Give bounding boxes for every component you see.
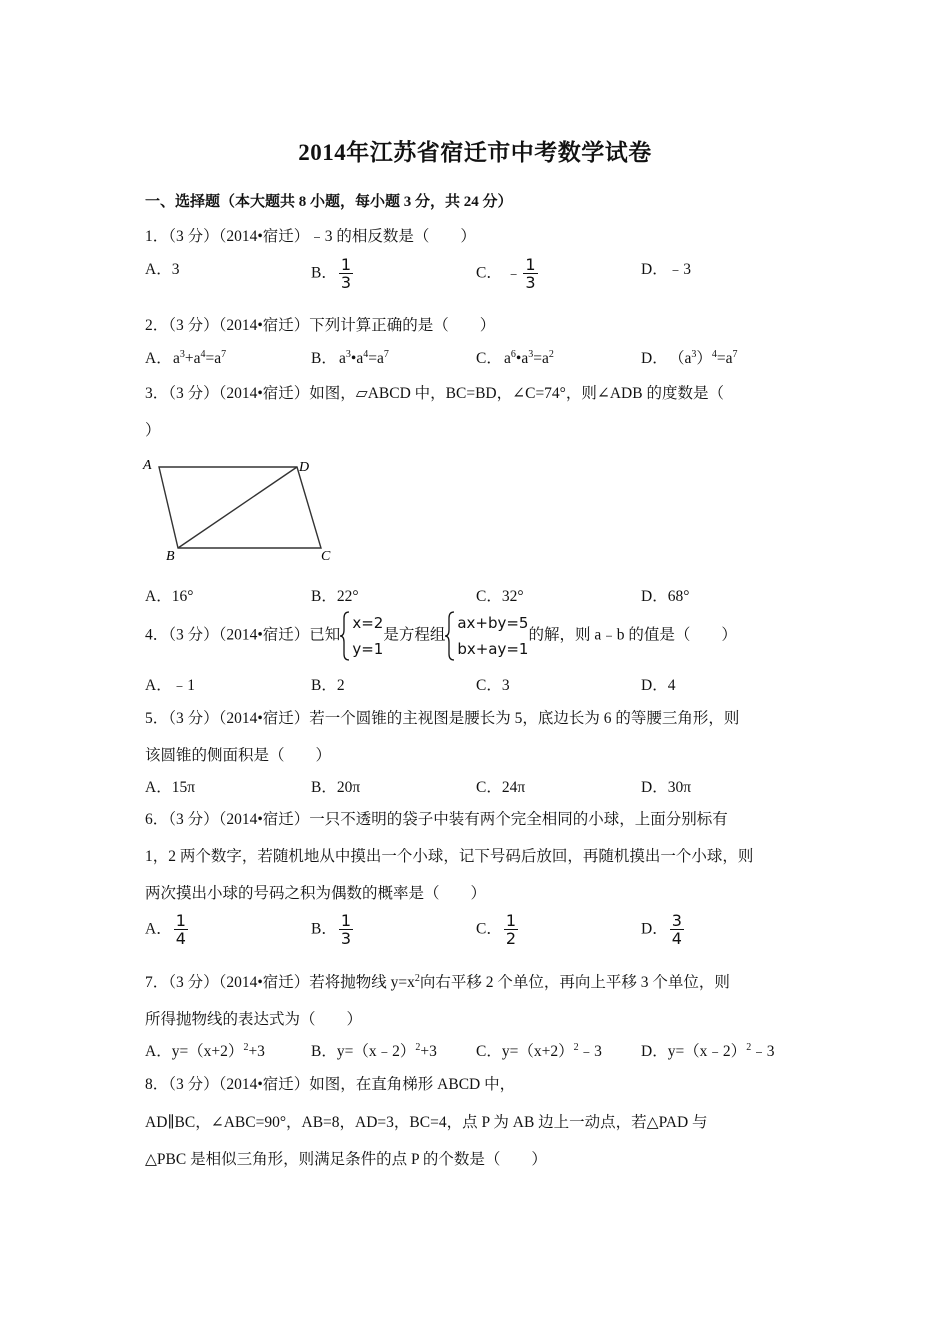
vertex-label-d: D [299, 460, 310, 475]
question-5-text-cont: 该圆锥的侧面积是（ ） [145, 747, 332, 764]
expr-part: +3 [420, 1043, 437, 1060]
equation-1: ax+by=5 [457, 614, 529, 632]
question-3-text: 3．（3 分）（2014•宿迁）如图，▱ABCD 中，BC=BD，∠C=74°，则∠ADB 的度数是（ [145, 385, 724, 402]
exponent: 3 [691, 349, 697, 360]
exponent: 2 [746, 1042, 752, 1053]
q3-option-d: D．68° [641, 588, 690, 605]
q7-text-part: 7．（3 分）（2014•宿迁）若将抛物线 y=x [145, 974, 415, 991]
q1-option-b [311, 257, 353, 291]
left-brace [340, 610, 350, 662]
question-8-text: 8．（3 分）（2014•宿迁）如图，在直角梯形 ABCD 中， [145, 1076, 516, 1093]
question-8-text-cont-1: AD∥BC，∠ABC=90°，AB=8，AD=3，BC=4，点 P 为 AB 边上一动点，若△PAD 与 [145, 1114, 708, 1131]
left-brace [445, 610, 455, 662]
expr-part: ） [696, 350, 712, 367]
expr-part: =a [205, 350, 222, 367]
expr-part: +3 [248, 1043, 265, 1060]
expr-part: =a [368, 350, 384, 367]
q7-text-part: 向右平移 2 个单位，再向上平移 3 个单位，则 [419, 974, 730, 991]
q5-option-b: B．20π [311, 779, 361, 796]
q6-option-b-fraction [339, 913, 353, 947]
q6-option-a-fraction [174, 913, 188, 947]
q1-option-a: A．3 [145, 261, 180, 278]
denominator: 3 [340, 273, 352, 292]
question-6-text-cont-2: 两次摸出小球的号码之积为偶数的概率是（ ） [145, 885, 487, 902]
expr-part: •a [515, 350, 529, 367]
expr-part: =a [716, 350, 733, 367]
page-title: 2014年江苏省宿迁市中考数学试卷 [298, 140, 652, 165]
option-label: D． [641, 920, 668, 938]
exponent: 4 [711, 349, 717, 360]
numerator: 1 [340, 911, 352, 930]
q1-option-b-fraction [339, 257, 353, 291]
minus-sign: ﹣ [505, 264, 522, 282]
option-label: D． [641, 350, 668, 367]
q5-option-a: A．15π [145, 779, 196, 796]
expr-part: A．y=（x+2） [145, 1043, 244, 1060]
q4-suffix: 的解，则 a﹣b 的值是（ ） [528, 626, 737, 644]
exponent: 3 [528, 349, 534, 360]
question-5-text: 5．（3 分）（2014•宿迁）若一个圆锥的主视图是腰长为 5，底边长为 6 的等腰三角形，则 [145, 710, 740, 727]
option-label: A． [145, 920, 172, 938]
expr-part: B．y=（x﹣2） [311, 1043, 416, 1060]
q4-option-c: C．3 [476, 677, 510, 694]
q1-option-c-label: C． [476, 264, 502, 282]
q6-option-b [311, 913, 353, 947]
q6-option-d-fraction [670, 913, 684, 947]
q2-option-c [476, 346, 554, 368]
exponent: 4 [200, 349, 206, 360]
q1-option-c [476, 257, 538, 291]
parallelogram-figure [140, 456, 340, 566]
question-7-text-cont: 所得抛物线的表达式为（ ） [145, 1011, 363, 1028]
vertex-label-b: B [166, 549, 175, 564]
denominator: 3 [340, 929, 352, 948]
option-label: A． [145, 350, 172, 367]
denominator: 4 [175, 929, 186, 948]
exponent: 2 [573, 1042, 579, 1053]
expr-part: （a [669, 350, 692, 367]
q1-option-c-fraction [523, 257, 537, 291]
q6-option-c [476, 913, 518, 947]
numerator: 1 [505, 911, 517, 930]
q7-option-d [641, 1039, 774, 1061]
q6-option-a [145, 913, 188, 947]
q3-option-a: A．16° [145, 588, 194, 605]
expr-part: a [173, 350, 180, 367]
question-2-text: 2．（3 分）（2014•宿迁）下列计算正确的是（ ） [145, 317, 496, 334]
numerator: 1 [340, 255, 352, 274]
option-label: B． [311, 920, 337, 938]
q5-option-d: D．30π [641, 779, 692, 796]
q2-option-d [641, 346, 738, 368]
solution-system [340, 610, 383, 662]
numerator: 3 [671, 911, 682, 930]
expr-part: ﹣3 [751, 1043, 775, 1060]
vertex-label-c: C [321, 549, 331, 564]
option-label: B． [311, 350, 337, 367]
exponent: 2 [415, 1042, 421, 1053]
expr-part: C．y=（x+2） [476, 1043, 574, 1060]
solution-y: y=1 [352, 640, 384, 658]
exponent: 7 [732, 349, 738, 360]
expr-part: =a [533, 350, 549, 367]
exponent: 3 [179, 349, 185, 360]
expr-part: ﹣3 [578, 1043, 602, 1060]
q4-prefix: 4．（3 分）（2014•宿迁）已知 [145, 626, 341, 644]
denominator: 3 [525, 273, 536, 292]
option-label: C． [476, 920, 502, 938]
exponent: 2 [414, 973, 420, 984]
exponent: 7 [383, 349, 389, 360]
parallelogram-abcd [159, 467, 321, 548]
exponent: 2 [548, 349, 554, 360]
question-7-text [145, 970, 730, 992]
equation-2: bx+ay=1 [457, 640, 529, 658]
solution-x: x=2 [352, 614, 384, 632]
expr-part: D．y=（x﹣2） [641, 1043, 747, 1060]
q1-option-d: D．﹣3 [641, 261, 691, 278]
denominator: 2 [505, 929, 517, 948]
q2-option-a [145, 346, 226, 368]
q7-option-b [311, 1039, 437, 1061]
q2-option-b [311, 346, 389, 368]
exponent: 7 [221, 349, 227, 360]
q1-option-b-label: B． [311, 264, 337, 282]
exponent: 3 [345, 349, 351, 360]
question-6-text: 6．（3 分）（2014•宿迁）一只不透明的袋子中装有两个完全相同的小球，上面分别标有 [145, 811, 728, 828]
expr-part: a [504, 350, 511, 367]
exponent: 2 [243, 1042, 249, 1053]
q5-option-c: C．24π [476, 779, 526, 796]
numerator: 1 [525, 255, 536, 274]
q6-option-d [641, 913, 684, 947]
diagonal-bd [178, 467, 297, 548]
expr-part: +a [184, 350, 201, 367]
q4-option-b: B．2 [311, 677, 345, 694]
numerator: 1 [175, 911, 186, 930]
question-8-text-cont-2: △PBC 是相似三角形，则满足条件的点 P 的个数是（ ） [145, 1151, 547, 1168]
denominator: 4 [671, 929, 682, 948]
equation-system [445, 610, 528, 662]
question-6-text-cont-1: 1，2 两个数字，若随机地从中摸出一个小球，记下号码后放回，再随机摸出一个小球，则 [145, 848, 754, 865]
q6-option-c-fraction [504, 913, 518, 947]
question-1-text: 1．（3 分）（2014•宿迁）﹣3 的相反数是（ ） [145, 228, 476, 245]
question-3-text-cont: ） [145, 422, 161, 439]
expr-part: •a [350, 350, 364, 367]
question-4-text [145, 610, 737, 662]
q4-middle: 是方程组 [383, 626, 446, 644]
section-heading: 一、选择题（本大题共 8 小题，每小题 3 分，共 24 分） [145, 194, 513, 210]
q3-option-b: B．22° [311, 588, 359, 605]
q4-option-a: A．﹣1 [145, 677, 195, 694]
option-label: C． [476, 350, 502, 367]
q7-option-a [145, 1039, 265, 1061]
q4-option-d: D．4 [641, 677, 676, 694]
exponent: 4 [363, 349, 369, 360]
vertex-label-a: A [143, 458, 152, 473]
q7-option-c [476, 1039, 602, 1061]
q3-option-c: C．32° [476, 588, 524, 605]
expr-part: a [339, 350, 346, 367]
exponent: 6 [510, 349, 516, 360]
